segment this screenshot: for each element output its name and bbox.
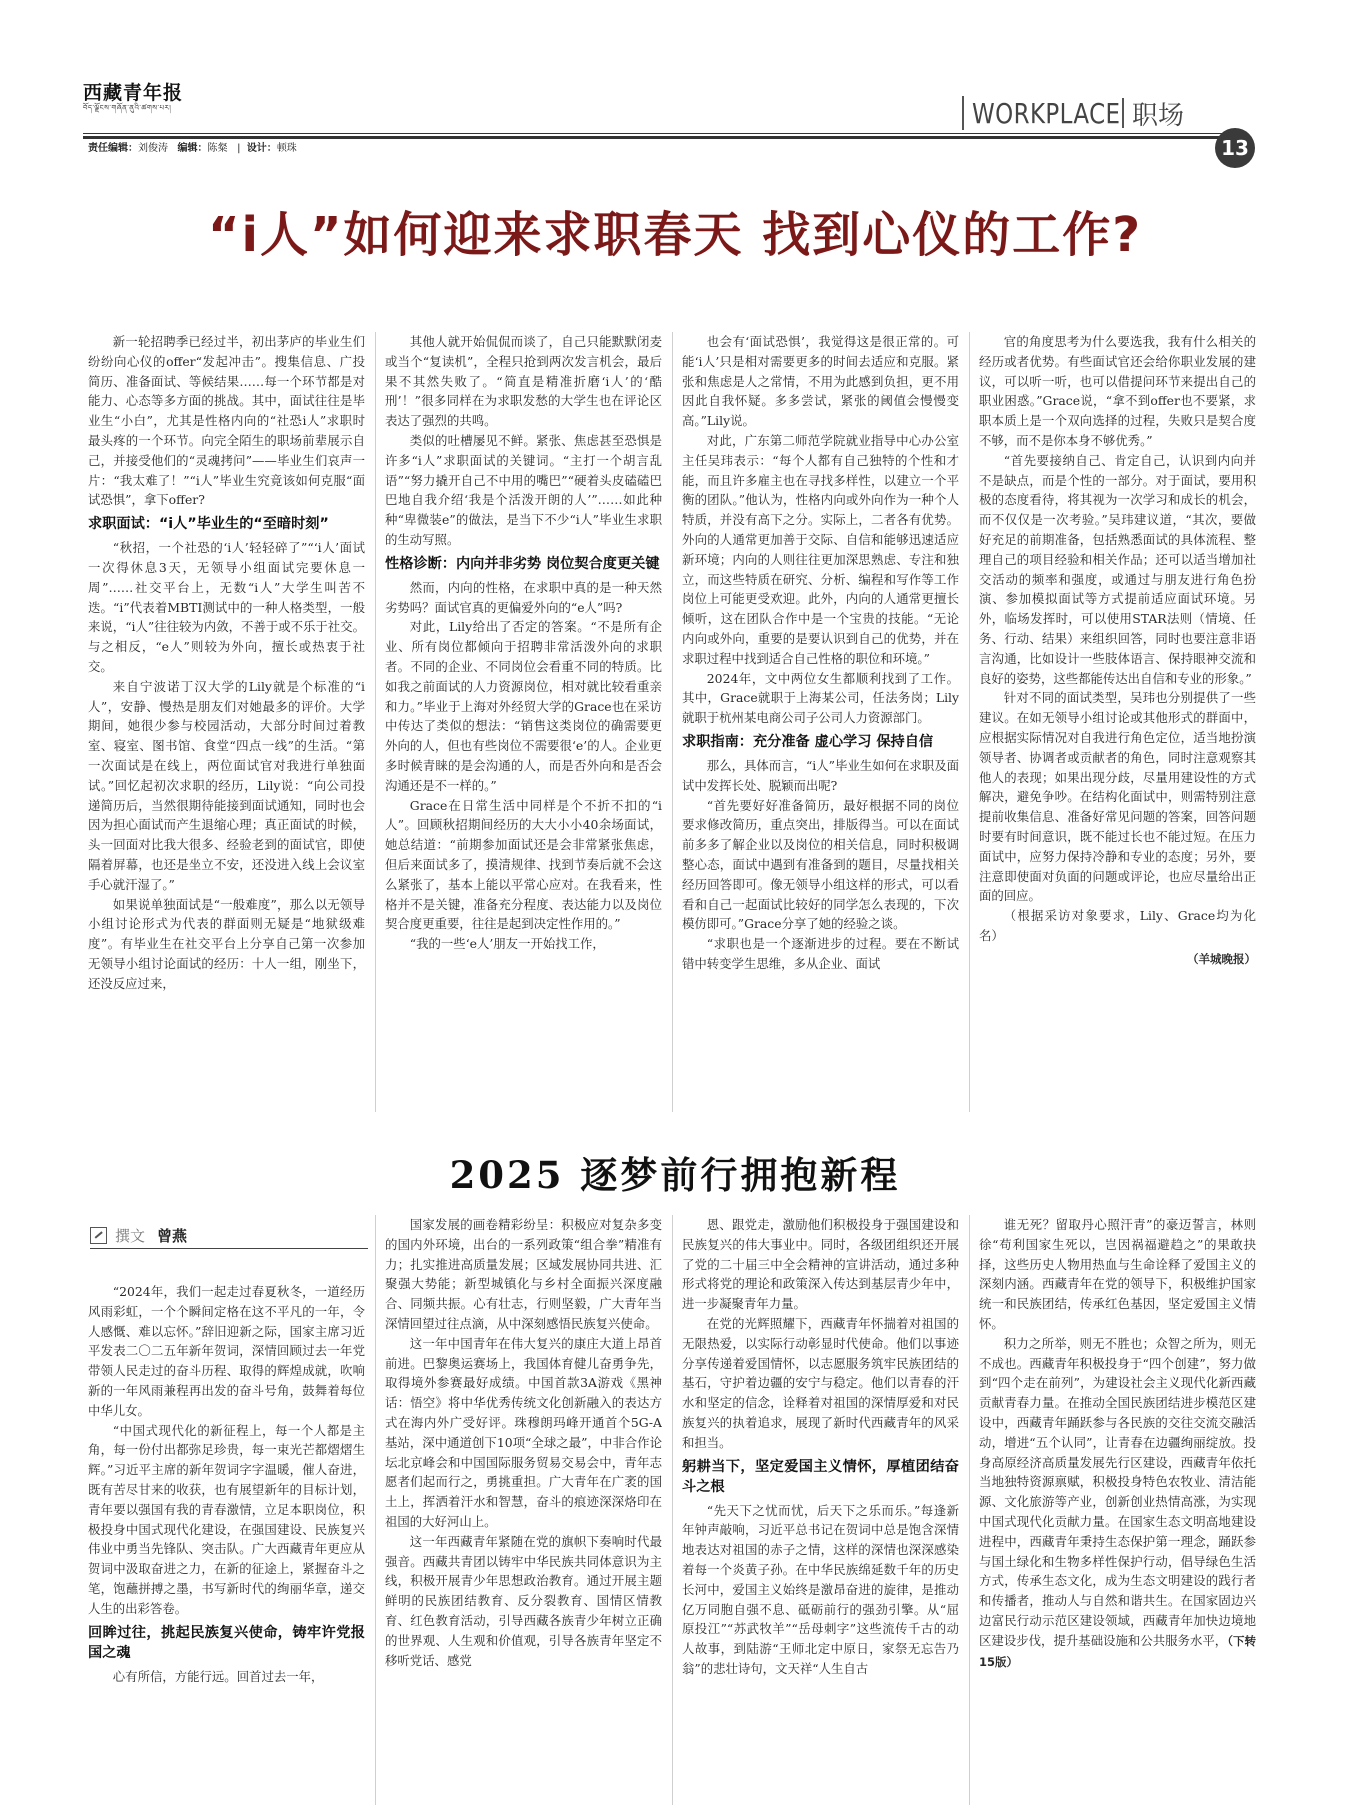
paragraph: 对此，广东第二师范学院就业指导中心办公室主任吴玮表示：“每个人都有自己独特的个性和才能，而且许多雇主也在寻找多样性，以建立一个平衡的团队。”他认为，性格内向或外向作为一种个人特质，并没有高下之分。实际上，二者各有优势。外向的人通常更加善于交际、自信和能够迅速适应新环境；内向的人则往往更加深思熟虑、专注和独立，而这些特质在研究、分析、编程和写作等工作岗位上可能更受欢迎。此外，内向的人通常更擅长倾听，这在团队合作中是一个宝贵的技能。“无论内向或外向，重要的是要认识到自己的优势，并在求职过程中找到适合自己性格的职位和环境。” <box>682 432 959 666</box>
editor-label: 责任编辑： <box>88 143 138 154</box>
paragraph: “中国式现代化的新征程上，每一个人都是主角，每一份付出都弥足珍贵，每一束光芒都熠熠生辉。”习近平主席的新年贺词字字温暖，催人奋进，既有苦尽甘来的收获，也有展望新年的目标计划，青年要以强国有我的青春激情，立足本职岗位，积极投身中国式现代化建设，在强国建设、民族复兴伟业中勇当先锋队、突击队。广大西藏青年更应从贺词中汲取奋进之力，在新的征途上，紧握奋斗之笔，饱蘸拼搏之墨，书写新时代的绚丽华章，递交人生的出彩答卷。 <box>88 1422 365 1616</box>
column-rule <box>672 332 673 1112</box>
paragraph: “我的一些‘e人’朋友一开始找工作， <box>409 936 605 952</box>
article1-headline: “i人”如何迎来求职春天 找到心仪的工作? <box>207 207 1143 263</box>
paragraph: 类似的吐槽屡见不鲜。紧张、焦虑甚至恐惧是许多“i人”求职面试的关键词。“主打一个胡言乱语”“努力撬开自己不中用的嘴巴”“硬着头皮磕磕巴巴地自我介绍‘我是个活泼开朗的人’”……如此种种“卑微装e”的做法，是当下不少“i人”毕业生求职的生动写照。 <box>385 432 662 547</box>
paragraph: 恩、跟党走，激励他们积极投身于强国建设和民族复兴的伟大事业中。同时，各级团组织还开展了党的二十届三中全会精神的宣讲活动，通过多种形式将党的理论和政策深入传达到基层青少年中，进一步凝聚青年力量。 <box>682 1217 959 1312</box>
page-number-badge: 13 <box>1215 128 1255 168</box>
paragraph: Grace在日常生活中同样是个不折不扣的“i人”。回顾秋招期间经历的大大小小40余场面试，她总结道：“前期参加面试还是会非常紧张焦虑，但后来面试多了，摸清规律、找到节奏后就不会这么紧张了，基本上能以平常心应对。在我看来，性格并不是关键，准备充分程度、表达能力以及岗位契合度更重要，往往是起到决定性作用的。” <box>385 797 662 932</box>
paragraph: 这一年中国青年在伟大复兴的康庄大道上昂首前进。巴黎奥运赛场上，我国体育健儿奋勇争先，取得境外参赛最好成绩。中国首款3A游戏《黑神话：悟空》将中华优秀传统文化创新融入的表达方式在海内外广受好评。珠穆朗玛峰开通首个5G-A基站，深中通道创下10项“全球之最”，中非合作论坛北京峰会和中国国际服务贸易交易会中，青年志愿者们起而行之，勇挑重担。广大青年在广袤的国土上，挥洒着汗水和智慧，奋斗的痕迹深深烙印在祖国的大好河山上。 <box>385 1335 662 1529</box>
byline <box>90 1225 187 1246</box>
article1-column-4 <box>979 332 1256 1132</box>
column-rule <box>375 332 376 1112</box>
copy-editor-name: 陈粲 <box>207 143 228 154</box>
paragraph: 2024年，文中两位女生都顺利找到了工作。其中，Grace就职于上海某公司，任法务岗；Lily就职于杭州某电商公司子公司人力资源部门。 <box>682 670 959 726</box>
paragraph: “求职也是一个逐渐进步的过程。要在不断试错中转变学生思维，多从企业、面试 <box>682 936 959 971</box>
paper-name: 西藏青年报 <box>83 82 184 104</box>
paragraph <box>979 1334 1256 1673</box>
subheading: 躬耕当下，坚定爱国主义情怀，厚植团结奋斗之根 <box>682 1458 959 1495</box>
section-divider <box>962 96 964 130</box>
paragraph: 心有所信，方能行远。回首过去一年， <box>112 1668 324 1684</box>
designer-label: 设计： <box>246 143 277 154</box>
masthead-rule <box>83 133 1226 134</box>
paragraph: 官的角度思考为什么要选我，我有什么相关的经历或者优势。有些面试官还会给你职业发展的建议，可以听一听，也可以借提问环节来提出自己的职业困惑。”Grace说，“拿不到offer也不要紧，求职本质上是一个双向选择的过程，失败只是契合度不够，而不是你本身不够优秀。” <box>979 334 1256 448</box>
paragraph: 其他人就开始侃侃而谈了，自己只能默默闭麦或当个“复读机”，全程只抢到两次发言机会，最后果不其然失败了。“简直是精准折磨‘i人’的‘酷刑’！”很多同样在为求职发愁的大学生也在评论区表达了强烈的共鸣。 <box>385 334 662 429</box>
byline-rule <box>90 1248 368 1249</box>
paragraph: 那么，具体而言，“i人”毕业生如何在求职及面试中发挥长处、脱颖而出呢? <box>682 757 959 793</box>
column-rule <box>969 332 970 1112</box>
paragraph: “首先要接纳自己、肯定自己，认识到内向并不是缺点，而是个性的一部分。对于面试，要用积极的态度看待，将其视为一次学习和成长的机会，而不仅仅是一次考验。”吴玮建议道，“其次，要做好充足的前期准备，包括熟悉面试的具体流程、整理自己的项目经验和相关作品；还可以适当增加社交活动的频率和强度，或通过与朋友进行角色扮演、参加模拟面试等方式提前适应面试环境。另外，临场发挥时，可以使用STAR法则（情境、任务、行动、结果）来组织回答，同时也要注意非语言沟通，比如设计一些肢体语言、保持眼神交流和良好的姿势，这些都能传达出自信和专业的形象。” <box>979 452 1256 686</box>
paragraph-text: 积力之所举，则无不胜也；众智之所为，则无不成也。西藏青年积极投身于“四个创建”，努力做到“四个走在前列”，为建设社会主义现代化新西藏贡献青春力量。在推动全国民族团结进步模范区建设中，西藏青年踊跃参与各民族的交往交流交融活动，增进“五个认同”，让青春在边疆绚丽绽放。投身高原经济高质量发展先行区建设，西藏青年依托当地独特资源禀赋，积极投身特色农牧业、清洁能源、文化旅游等产业，创新创业热情高涨，为实现中国式现代化贡献力量。在国家生态文明高地建设进程中，西藏青年秉持生态保护第一理念，踊跃参与国土绿化和生物多样性保护行动，倡导绿色生活方式，传承生态文化，成为生态文明建设的践行者和传播者，推动人与自然和谐共生。在国家固边兴边富民行动示范区建设领域，西藏青年加快边境地区建设步伐，提升基础设施和公共服务水平， <box>979 1335 1256 1648</box>
subheading: 性格诊断：内向并非劣势 岗位契合度更关键 <box>385 555 660 572</box>
article2-column-4 <box>979 1215 1256 1812</box>
credits: 责任编辑：刘俊涛 编辑：陈粲 | 设计：顿珠 <box>88 143 297 154</box>
paragraph: 新一轮招聘季已经过半，初出茅庐的毕业生们纷纷向心仪的offer“发起冲击”。搜集信息、广投简历、准备面试、等候结果……每一个环节都是对能力、心态等多方面的挑战。其中，面试往往是毕业生“小白”，尤其是性格内向的“社恐i人”求职时最头疼的一个环节。向完全陌生的职场前辈展示自己，并接受他们的“灵魂拷问”——毕业生们哀声一片：“我太难了！”“i人”毕业生究竟该如何克服“面试恐惧”，拿下offer? <box>88 334 365 508</box>
paper-subtitle: བོད་ལྗོངས་གཞོན་ནུའི་ཚགས་པར། <box>83 104 172 112</box>
column-rule <box>672 1215 673 1805</box>
paragraph: 也会有‘面试恐惧’，我觉得这是很正常的。可能‘i人’只是相对需要更多的时间去适应和克服。紧张和焦虑是人之常情，不用为此感到负担，更不用因此自我怀疑。多多尝试，紧张的阈值会慢慢变高。”Lily说。 <box>682 334 959 429</box>
article1-column-1 <box>88 332 365 1132</box>
paragraph: 国家发展的画卷精彩纷呈：积极应对复杂多变的国内外环境，出台的一系列政策“组合拳”精准有力；扎实推进高质量发展；区域发展协同共进、汇聚强大势能；新型城镇化与乡村全面振兴深度融合、同频共振。心有壮志，行则坚毅，广大青年当深情回望过往点滴，从中深刻感悟民族复兴使命。 <box>385 1217 662 1331</box>
paragraph: “先天下之忧而忧，后天下之乐而乐。”每逢新年钟声敲响，习近平总书记在贺词中总是饱含深情地表达对祖国的赤子之情，这样的深情也深深感染着每一个炎黄子孙。在中华民族绵延数千年的历史长河中，爱国主义始终是激昂奋进的旋律，是推动亿万同胞自强不息、砥砺前行的强劲引擎。从“屈原投江”“苏武牧羊”“岳母刺字”这些流传千古的动人故事，到陆游“王师北定中原日，家祭无忘告乃翁”的悲壮诗句，文天祥“人生自古 <box>682 1502 959 1676</box>
byline-label: 撰文 <box>115 1227 146 1245</box>
byline-author: 曾燕 <box>157 1227 188 1245</box>
paragraph: 在党的光辉照耀下，西藏青年怀揣着对祖国的无限热爱，以实际行动彰显时代使命。他们以事迹分享传递着爱国情怀，以志愿服务筑牢民族团结的基石，守护着边疆的安宁与稳定。他们以青春的汗水和坚定的信念，诠释着对祖国的深情厚爱和对民族复兴的执着追求，展现了新时代西藏青年的风采和担当。 <box>682 1315 959 1450</box>
subheading: 求职面试：“i人”毕业生的“至暗时刻” <box>88 516 329 533</box>
column-rule <box>969 1215 970 1805</box>
article2-headline: 2025 逐梦前行拥抱新程 <box>449 1153 901 1197</box>
article1-column-2 <box>385 332 662 1132</box>
subheading: 求职指南：充分准备 虚心学习 保持自信 <box>682 733 934 750</box>
section-title-en: WORKPLACE <box>972 96 1121 130</box>
paragraph: 这一年西藏青年紧随在党的旗帜下奏响时代最强音。西藏共青团以铸牢中华民族共同体意识为主线，积极开展青少年思想政治教育。通过开展主题鲜明的民族团结教育、反分裂教育、国情区情教育、红色教育活动，引导西藏各族青少年树立正确的世界观、人生观和价值观，引导各族青年坚定不移听党话、感党 <box>385 1533 662 1668</box>
subheading: 回眸过往，挑起民族复兴使命，铸牢许党报国之魂 <box>88 1624 365 1661</box>
paragraph: 谁无死？留取丹心照汗青”的豪迈誓言，林则徐“苟利国家生死以，岂因祸福避趋之”的果敢抉择，这些历史人物用热血与生命诠释了爱国主义的深刻内涵。西藏青年在党的领导下，积极维护国家统一和民族团结，传承红色基因，坚定爱国主义情怀。 <box>979 1217 1256 1331</box>
section-separator <box>1122 98 1124 128</box>
article2-column-1 <box>88 1282 365 1812</box>
copy-editor-label: 编辑： <box>177 143 208 154</box>
article1-source: （羊城晚报） <box>1187 951 1256 966</box>
article1-column-3 <box>682 332 959 1132</box>
continued-on-page[interactable]: （下转15版） <box>979 1633 1256 1669</box>
paragraph: 然而，内向的性格，在求职中真的是一种天然劣势吗？面试官真的更偏爱外向的“e人”吗? <box>385 579 662 615</box>
paragraph: “2024年，我们一起走过春夏秋冬，一道经历风雨彩虹，一个个瞬间定格在这不平凡的一年，令人感慨、难以忘怀。”辞旧迎新之际，国家主席习近平发表二〇二五年新年贺词，深情回顾过去一年党带领人民走过的奋斗历程、取得的辉煌成就，吹响新的一年风雨兼程再出发的奋斗号角，鼓舞着每位中华儿女。 <box>88 1284 365 1418</box>
paragraph: 来自宁波诺丁汉大学的Lily就是个标准的“i人”，安静、慢热是朋友们对她最多的评价。大学期间，她很少参与校园活动，大部分时间过着教室、寝室、图书馆、食堂“四点一线”的生活。“第一次面试是在线上，两位面试官对我进行单独面试。”回忆起初次求职的经历，Lily说：“向公司投递简历后，当然很期待能接到面试通知，同时也会因为担心面试而产生退缩心理；真正面试的时候，头一回面对比我大很多、经验老到的面试官，即使隔着屏幕，也还是坐立不安，还没进入线上会议室手心就汗湿了。” <box>88 678 365 892</box>
article2-column-2 <box>385 1215 662 1812</box>
paragraph: 针对不同的面试类型，吴玮也分别提供了一些建议。在如无领导小组讨论或其他形式的群面中，应根据实际情况对自我进行角色定位，适当地扮演领导者、协调者或贡献者的角色，同时注意观察其他人的表现；如果出现分歧，尽量用建设性的方式解决，避免争吵。在结构化面试中，则需特别注意提前收集信息、准备好常见问题的答案，回答问题时要有时间意识，既不能过长也不能过短。在压力面试中，应努力保持冷静和专业的态度；另外，要注意即使面对负面的问题或评论，也应尽量给出正面的回应。 <box>979 690 1256 904</box>
paragraph: （根据采访对象要求，Lily、Grace均为化名） <box>979 908 1256 943</box>
column-rule <box>375 1215 376 1805</box>
paragraph: 对此，Lily给出了否定的答案。“不是所有企业、所有岗位都倾向于招聘非常活泼外向的求职者。不同的企业、不同岗位会看重不同的特质。比如我之前面试的人力资源岗位，相对就比较看重亲和力。”毕业于上海对外经贸大学的Grace也在采访中传达了类似的想法：“销售这类岗位的确需要更外向的人，但也有些岗位不需要很‘e’的人。企业更多时候青睐的是会沟通的人，而是否外向和是否会沟通还是不一样的。” <box>385 619 662 793</box>
editor-name: 刘俊涛 <box>138 143 168 154</box>
designer-name: 顿珠 <box>276 143 297 154</box>
section-title-cn: 职场 <box>1132 100 1185 131</box>
paragraph: “首先要好好准备简历，最好根据不同的岗位要求修改简历，重点突出，排版得当。可以在面试前多多了解企业以及岗位的相关信息，同时积极调整心态，面试中遇到有准备到的题目，尽量找相关经历回答即可。像无领导小组这样的形式，可以看看和自己一起面试比较好的同学怎么表现的，下次模仿即可。”Grace分享了她的经验之谈。 <box>682 797 959 932</box>
paragraph: 如果说单独面试是“一般难度”，那么以无领导小组讨论形式为代表的群面则无疑是“地狱级难度”。有毕业生在社交平台上分享自己第一次参加无领导小组讨论面试的经历：十人一组，刚坐下，还没反应过来， <box>88 896 365 991</box>
pen-icon <box>90 1227 107 1244</box>
article2-column-3 <box>682 1215 959 1812</box>
paragraph: “秋招，一个社恐的‘i人’轻轻碎了”“‘i人’面试一次得休息3天，无领导小组面试完要休息一周”……社交平台上，无数“i人”大学生叫苦不迭。“i”代表着MBTI测试中的一种人格类型，一般来说，“i人”往往较为内敛，不善于或不乐于社交。与之相反，“e人”则较为外向，擅长或热衷于社交。 <box>88 540 365 674</box>
section-header <box>962 94 1184 132</box>
